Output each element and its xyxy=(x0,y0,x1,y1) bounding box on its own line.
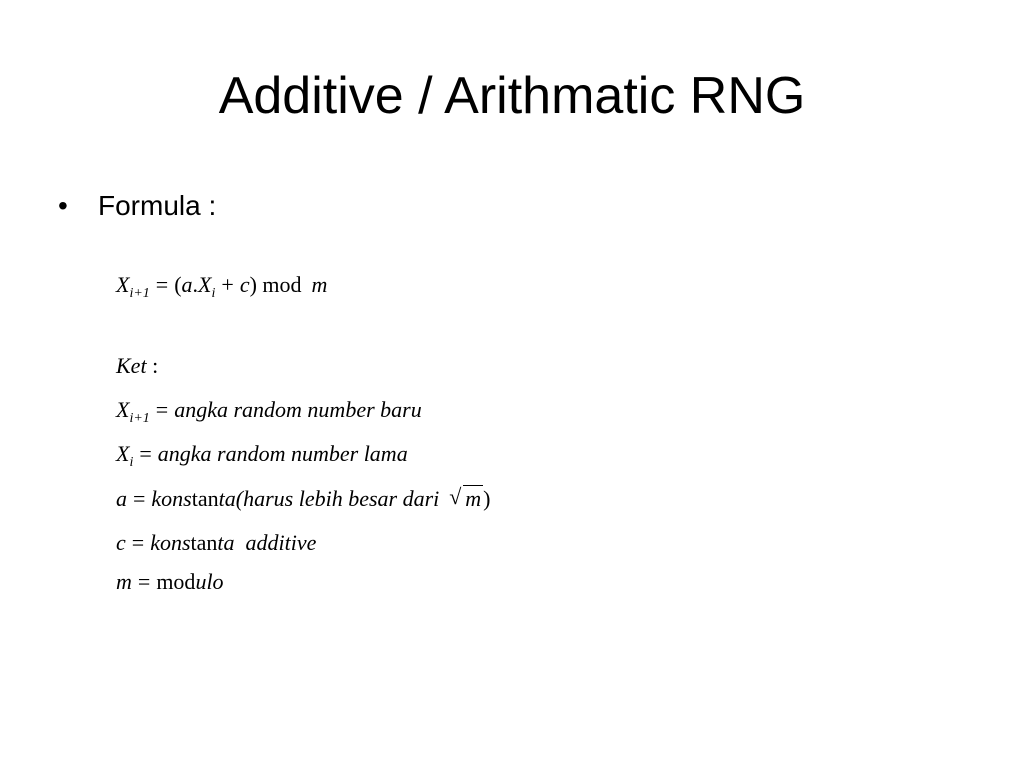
def-a-sqrt-m: m xyxy=(465,486,482,511)
formula-open-paren: ( xyxy=(174,272,182,297)
def-c-var: c xyxy=(116,530,126,555)
def-a-tan: tan xyxy=(191,486,219,511)
definition-m xyxy=(116,569,224,595)
ket-line xyxy=(116,353,158,379)
def-c-tan: tan xyxy=(190,530,218,555)
definition-a xyxy=(116,486,490,512)
bullet-item xyxy=(58,188,216,224)
def-a-ta: ta xyxy=(218,486,236,511)
def-m-ulo: ulo xyxy=(195,569,224,594)
def-x-old-x: X xyxy=(116,441,130,466)
formula-plus: + xyxy=(221,272,234,297)
formula-dot: . xyxy=(192,272,199,297)
bullet-text: Formula : xyxy=(98,190,217,221)
slide-title: Additive / Arithmatic RNG xyxy=(218,67,806,125)
main-formula xyxy=(116,272,328,301)
def-x-old-eq: = xyxy=(139,441,152,466)
definition-c xyxy=(116,530,316,556)
def-c-text: ta additive xyxy=(217,530,317,555)
def-x-old-sub: i xyxy=(129,455,134,470)
formula-mod: mod xyxy=(262,272,302,297)
def-m-mod: mod xyxy=(156,569,196,594)
def-a-var: a xyxy=(116,486,127,511)
formula-xi: X xyxy=(198,272,212,297)
def-x-old-text: angka random number lama xyxy=(157,441,408,466)
formula-a: a xyxy=(181,272,193,297)
ket-colon: : xyxy=(152,353,159,378)
ket-label: Ket xyxy=(116,353,147,378)
def-x-new-eq: = xyxy=(155,397,169,422)
formula-sub-i: i xyxy=(211,286,216,301)
def-a-eq: = xyxy=(133,486,146,511)
def-x-new-sub: i+1 xyxy=(129,411,150,426)
def-m-var: m xyxy=(116,569,132,594)
definition-x-new xyxy=(116,397,422,426)
formula-sub-i-plus-1: i+1 xyxy=(129,286,150,301)
def-a-close: ) xyxy=(483,486,491,511)
sqrt-icon: √ m xyxy=(449,484,482,511)
formula-close-paren: ) xyxy=(249,272,257,297)
def-a-paren-text: (harus lebih besar dari xyxy=(235,486,440,511)
formula-equals: = xyxy=(155,272,169,297)
definition-x-old xyxy=(116,441,408,470)
formula-x: X xyxy=(116,272,130,297)
formula-m: m xyxy=(311,272,328,297)
def-x-new-text: angka random number baru xyxy=(174,397,422,422)
formula-c: c xyxy=(239,272,250,297)
def-x-new-x: X xyxy=(116,397,130,422)
def-a-kons: kons xyxy=(151,486,192,511)
bullet-dot-icon: • xyxy=(58,190,68,221)
def-c-kons: kons xyxy=(150,530,191,555)
def-m-eq: = xyxy=(137,569,151,594)
def-c-eq: = xyxy=(131,530,145,555)
